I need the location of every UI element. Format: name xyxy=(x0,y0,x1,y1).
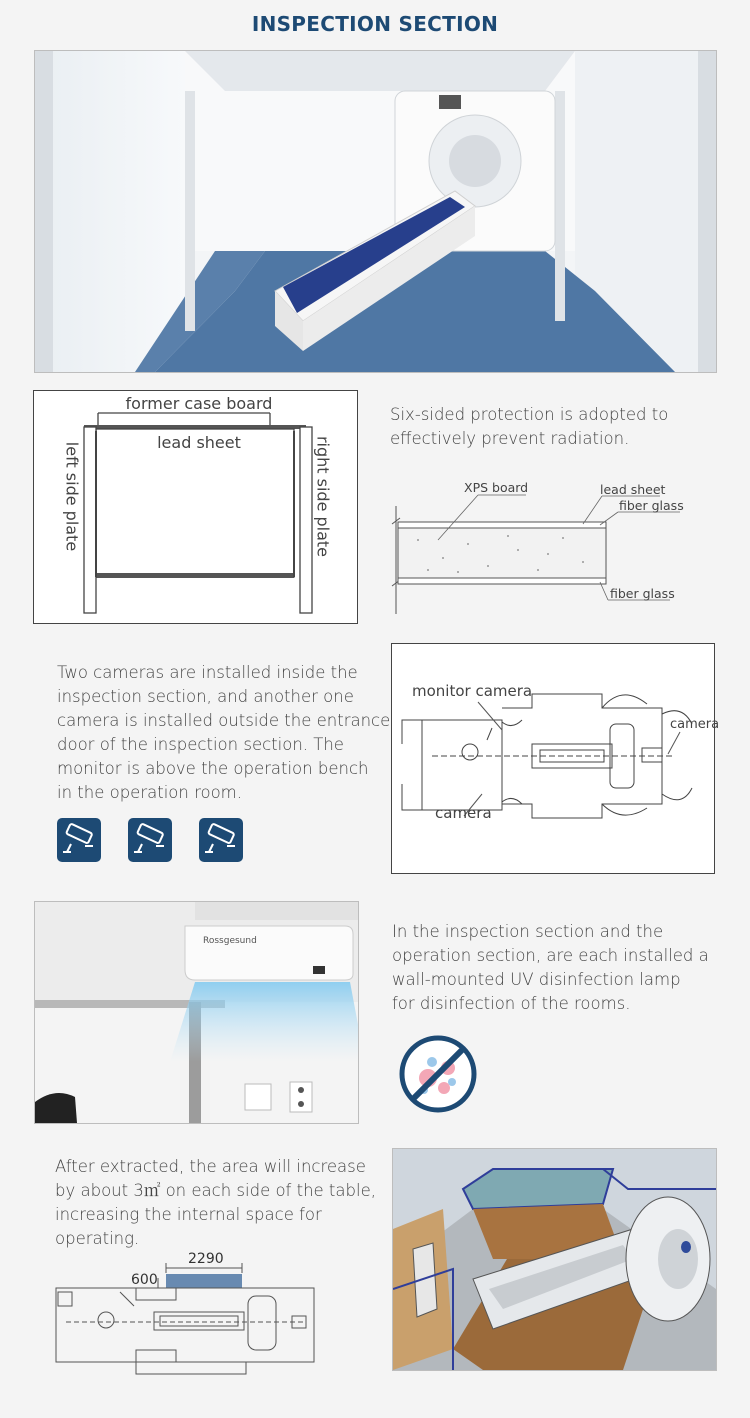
page-title: INSPECTION SECTION xyxy=(251,12,499,36)
no-virus-icon xyxy=(398,1034,478,1114)
ct-room-photo xyxy=(34,50,717,373)
lead-sheet-callout: lead sheet xyxy=(600,482,666,497)
extension-plan-diagram xyxy=(54,1248,324,1378)
xps-board-label: XPS board xyxy=(464,480,529,495)
wall-section-diagram xyxy=(388,478,688,618)
uv-text xyxy=(392,920,709,1016)
extension-text-line: After extracted, the area will increase xyxy=(55,1157,366,1176)
protection-text xyxy=(390,403,668,451)
extension-text-line: operating. xyxy=(55,1229,140,1248)
left-side-plate-label: left side plate xyxy=(62,441,82,552)
cameras-text-line: door of the inspection section. The xyxy=(57,735,344,754)
fiber-glass-top-label: fiber glass xyxy=(619,498,684,513)
protection-diagram xyxy=(33,390,358,624)
former-case-board-label: former case board xyxy=(125,394,273,413)
cctv-camera-icon xyxy=(57,818,101,862)
dimension-2290-label: 2290 xyxy=(188,1251,224,1267)
monitor-camera-label: monitor camera xyxy=(412,682,533,700)
extension-text xyxy=(55,1155,376,1251)
cameras-text-line: monitor is above the operation bench xyxy=(57,759,369,778)
cameras-text-line: Two cameras are installed inside the xyxy=(57,663,358,682)
uv-text-line: for disinfection of the rooms. xyxy=(392,994,631,1013)
right-side-plate-label: right side plate xyxy=(313,435,333,558)
cctv-camera-icon xyxy=(128,818,172,862)
cctv-camera-icon xyxy=(199,818,243,862)
lead-sheet-label: lead sheet xyxy=(157,433,241,452)
uv-lamp-photo xyxy=(34,901,359,1124)
uv-text-line: wall-mounted UV disinfection lamp xyxy=(392,970,681,989)
protection-text-line: effectively prevent radiation. xyxy=(390,429,630,448)
cabin-3d-render xyxy=(392,1148,717,1371)
uv-text-line: In the inspection section and the xyxy=(392,922,664,941)
cameras-text-line: camera is installed outside the entrance xyxy=(57,711,391,730)
cameras-text xyxy=(57,661,390,805)
uv-text-line: operation section, are each installed a xyxy=(392,946,709,965)
dimension-600-label: 600 xyxy=(131,1272,158,1288)
right-camera-label: camera xyxy=(670,717,720,732)
extension-text-line: increasing the internal space for xyxy=(55,1205,322,1224)
fiber-glass-bottom-label: fiber glass xyxy=(610,586,675,601)
uv-lamp-brand: Rossgesund xyxy=(203,936,257,946)
bottom-camera-label: camera xyxy=(435,804,492,822)
camera-plan-diagram xyxy=(391,643,720,874)
extension-text-line: by about 3㎡ on each side of the table, xyxy=(55,1181,376,1200)
cameras-text-line: inspection section, and another one xyxy=(57,687,354,706)
cameras-text-line: in the operation room. xyxy=(57,783,243,802)
protection-text-line: Six-sided protection is adopted to xyxy=(390,405,669,424)
